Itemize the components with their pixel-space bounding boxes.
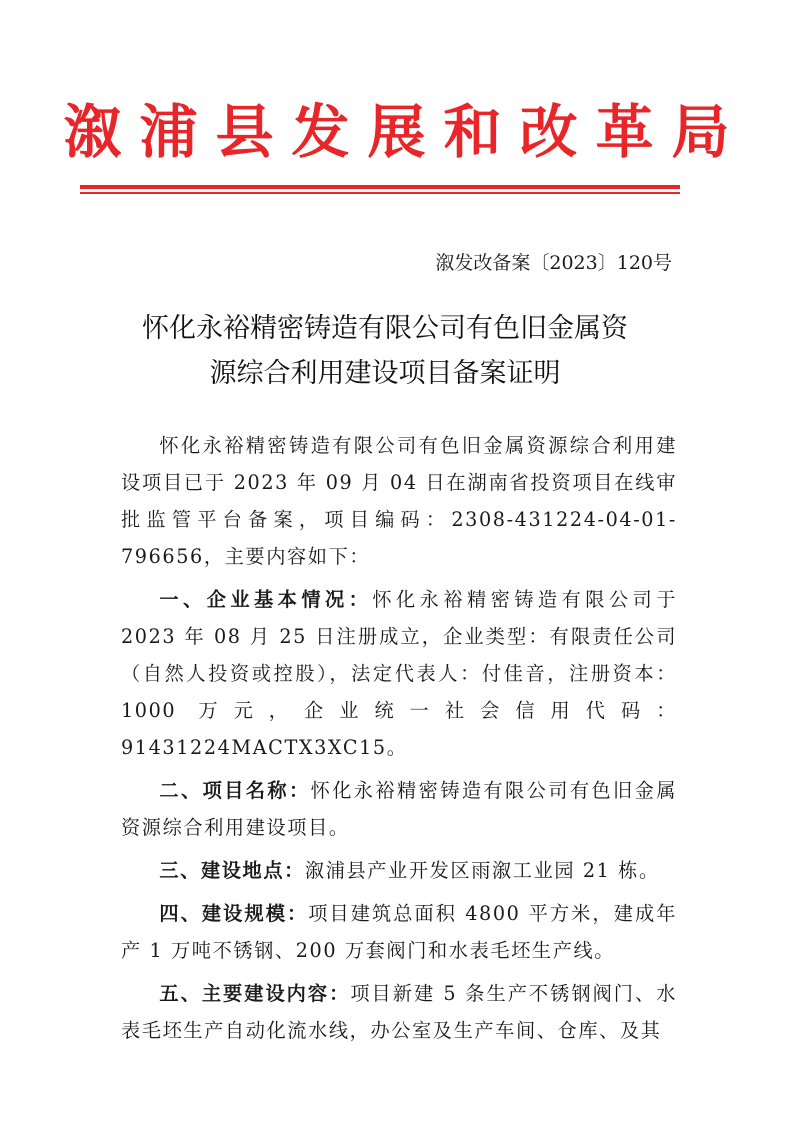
section-heading: 四、建设规模： — [159, 902, 309, 925]
document-body — [121, 427, 677, 1055]
section-heading: 三、建设地点： — [159, 859, 305, 882]
section-heading: 二、项目名称： — [159, 779, 311, 802]
document-number: 溆发改备案〔2023〕120号 — [435, 252, 672, 274]
section-project-name — [121, 772, 677, 846]
intro-paragraph: 怀化永裕精密铸造有限公司有色旧金属资源综合利用建设项目已于 2023 年 09 月 04 日在湖南省投资项目在线审批监管平台备案，项目编码：2308-431224-04-01-796656，主要内容如下： — [121, 434, 677, 568]
section-location — [121, 852, 677, 889]
title-line-2: 源综合利用建设项目备案证明 — [209, 358, 561, 389]
section-scale — [121, 895, 677, 969]
org-letterhead: 溆浦县发展和改革局 — [63, 98, 748, 166]
header-divider-thin — [80, 192, 680, 194]
title-line-1: 怀化永裕精密铸造有限公司有色旧金属资 — [142, 313, 628, 344]
section-text: 项目建筑总面积 4800 平方米，建成年产 1 万吨不锈钢、200 万套阀门和水表毛坯生产线。 — [121, 902, 678, 962]
header-divider-thick — [80, 185, 680, 189]
section-company-info — [121, 581, 677, 766]
section-main-content — [121, 975, 677, 1049]
section-text: 项目新建 5 条生产不锈钢阀门、水表毛坯生产自动化流水线，办公室及生产车间、仓库、及其 — [121, 982, 677, 1042]
document-title — [90, 306, 680, 396]
section-heading: 五、主要建设内容： — [159, 982, 351, 1005]
section-text: 溆浦县产业开发区雨溆工业园 21 栋。 — [304, 859, 660, 882]
section-text: 怀化永裕精密铸造有限公司于 2023 年 08 月 25 日注册成立，企业类型：有限责任公司（自然人投资或控股），法定代表人：付佳音，注册资本：1000 万元，企业统一社会信用代码：91431224MACTX3XC15。 — [121, 588, 677, 759]
section-heading: 一、企业基本情况： — [159, 588, 373, 611]
section-text: 怀化永裕精密铸造有限公司有色旧金属资源综合利用建设项目。 — [121, 779, 678, 839]
